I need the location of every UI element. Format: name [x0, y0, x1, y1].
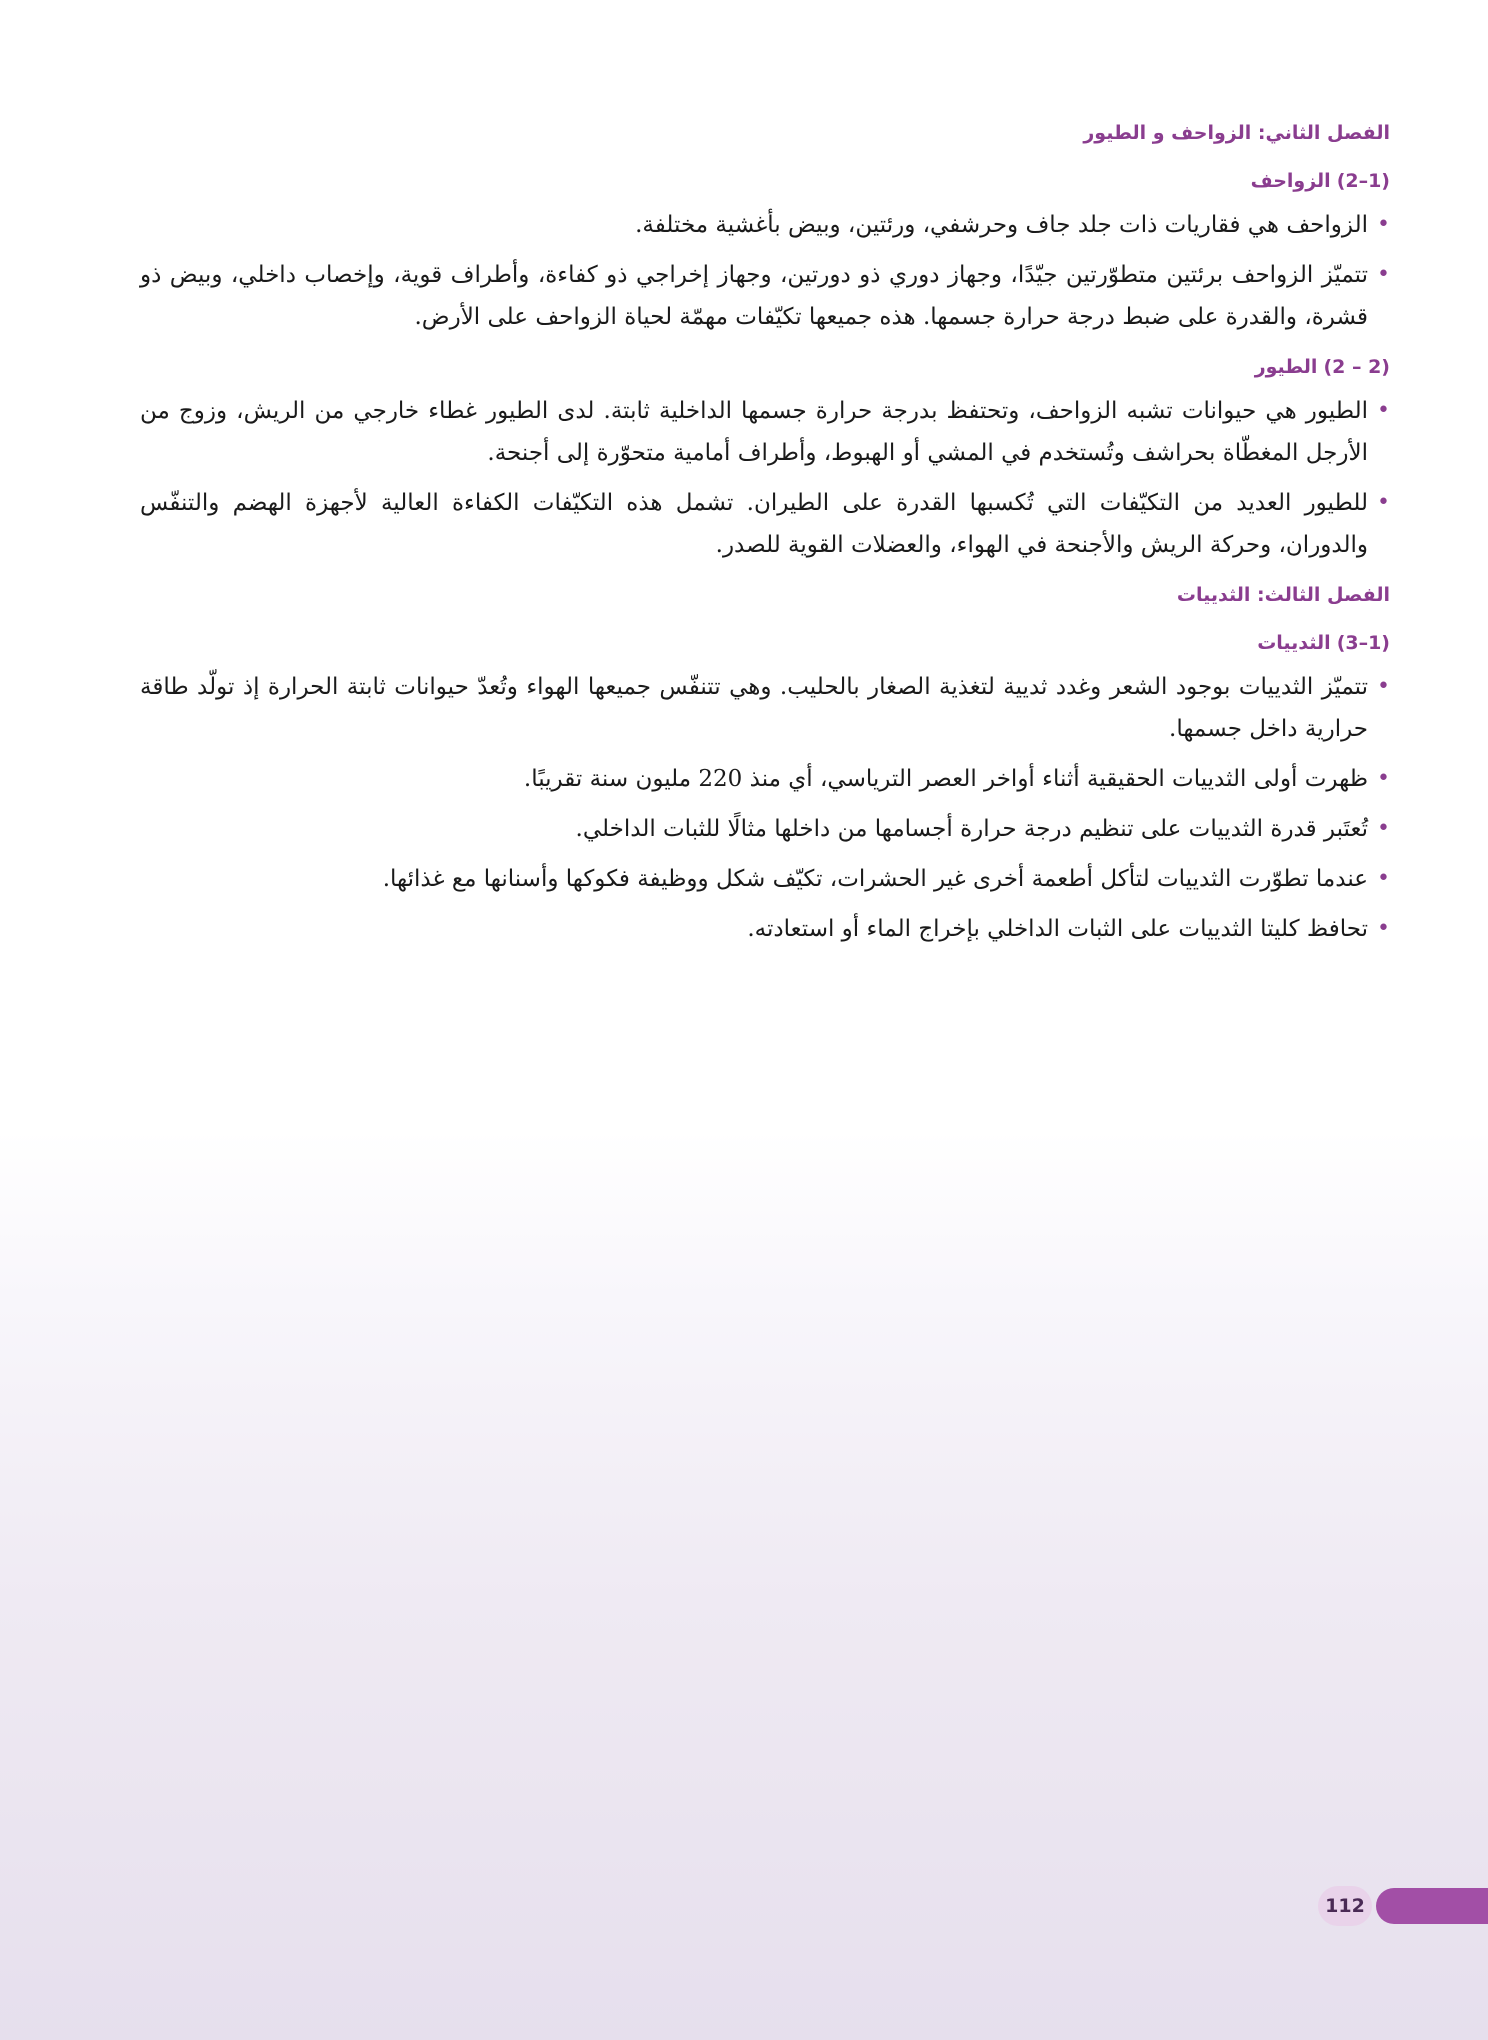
bullet-icon: • — [1377, 766, 1390, 791]
list-item-text: ظهرت أولى الثدييات الحقيقية أثناء أواخر العصر الترياسي، أي منذ 220 مليون سنة تقريبًا. — [523, 766, 1368, 792]
page-content — [140, 118, 1390, 964]
list-item — [140, 482, 1390, 566]
bullet-icon: • — [1377, 916, 1390, 941]
list-item-text: تُعتَبر قدرة الثدييات على تنظيم درجة حرارة أجسامها من داخلها مثالًا للثبات الداخلي. — [575, 816, 1368, 842]
list-item — [140, 390, 1390, 474]
list-item-text: تحافظ كليتا الثدييات على الثبات الداخلي بإخراج الماء أو استعادته. — [747, 916, 1368, 942]
bullet-list — [140, 666, 1390, 950]
list-item — [140, 204, 1390, 246]
chapter-title: الفصل الثاني: الزواحف و الطيور — [1083, 122, 1390, 144]
section-title: الزواحف — [1250, 170, 1331, 192]
list-item — [140, 254, 1390, 338]
bullet-list — [140, 390, 1390, 566]
bullet-icon: • — [1377, 262, 1390, 287]
bullet-icon: • — [1377, 490, 1390, 515]
list-item — [140, 808, 1390, 850]
list-item — [140, 858, 1390, 900]
list-item-text: الطيور هي حيوانات تشبه الزواحف، وتحتفظ بدرجة حرارة جسمها الداخلية ثابتة. لدى الطيور غطاء خارجي من الريش، وزوج من الأرجل المغطّاة بحراشف وتُستخدم في المشي أو الهبوط، وأطراف أمامية متحوّرة إلى أجنحة. — [140, 398, 1368, 466]
page-number: 112 — [1318, 1886, 1372, 1926]
section-heading — [140, 628, 1390, 658]
bullet-list — [140, 204, 1390, 338]
bullet-icon: • — [1377, 674, 1390, 699]
list-item-text: عندما تطوّرت الثدييات لتأكل أطعمة أخرى غير الحشرات، تكيّف شكل ووظيفة فكوكها وأسنانها مع غذائها. — [382, 866, 1368, 892]
list-item — [140, 908, 1390, 950]
section-number: (2–1) — [1336, 170, 1390, 192]
list-item-text: للطيور العديد من التكيّفات التي تُكسبها القدرة على الطيران. تشمل هذه التكيّفات الكفاءة العالية لأجهزة الهضم والتنفّس والدوران، وحركة الريش والأجنحة في الهواء، والعضلات القوية للصدر. — [140, 490, 1368, 558]
chapter-title: الفصل الثالث: الثدييات — [1176, 584, 1390, 606]
section-number: (3–1) — [1336, 632, 1390, 654]
bullet-icon: • — [1377, 866, 1390, 891]
list-item-text: تتميّز الزواحف برئتين متطوّرتين جيّدًا، وجهاز دوري ذو دورتين، وجهاز إخراجي ذو كفاءة، وأطراف قوية، وإخصاب داخلي، وبيض ذو قشرة، والقدرة على ضبط درجة حرارة جسمها. هذه جميعها تكيّفات مهمّة لحياة الزواحف على الأرض. — [140, 262, 1368, 330]
list-item — [140, 666, 1390, 750]
section-heading — [140, 352, 1390, 382]
page-number-bar — [1376, 1888, 1488, 1924]
section-title: الطيور — [1254, 356, 1318, 378]
list-item-text: تتميّز الثدييات بوجود الشعر وغدد ثديية لتغذية الصغار بالحليب. وهي تتنفّس جميعها الهواء وتُعدّ حيوانات ثابتة الحرارة إذ تولّد طاقة حرارية داخل جسمها. — [140, 674, 1368, 742]
bullet-icon: • — [1377, 816, 1390, 841]
section-number: (2 – 2) — [1323, 356, 1390, 378]
bullet-icon: • — [1377, 398, 1390, 423]
list-item — [140, 758, 1390, 800]
list-item-text: الزواحف هي فقاريات ذات جلد جاف وحرشفي، ورئتين، وبيض بأغشية مختلفة. — [635, 212, 1368, 238]
section-heading — [140, 166, 1390, 196]
section-title: الثدييات — [1257, 632, 1331, 654]
bullet-icon: • — [1377, 212, 1390, 237]
